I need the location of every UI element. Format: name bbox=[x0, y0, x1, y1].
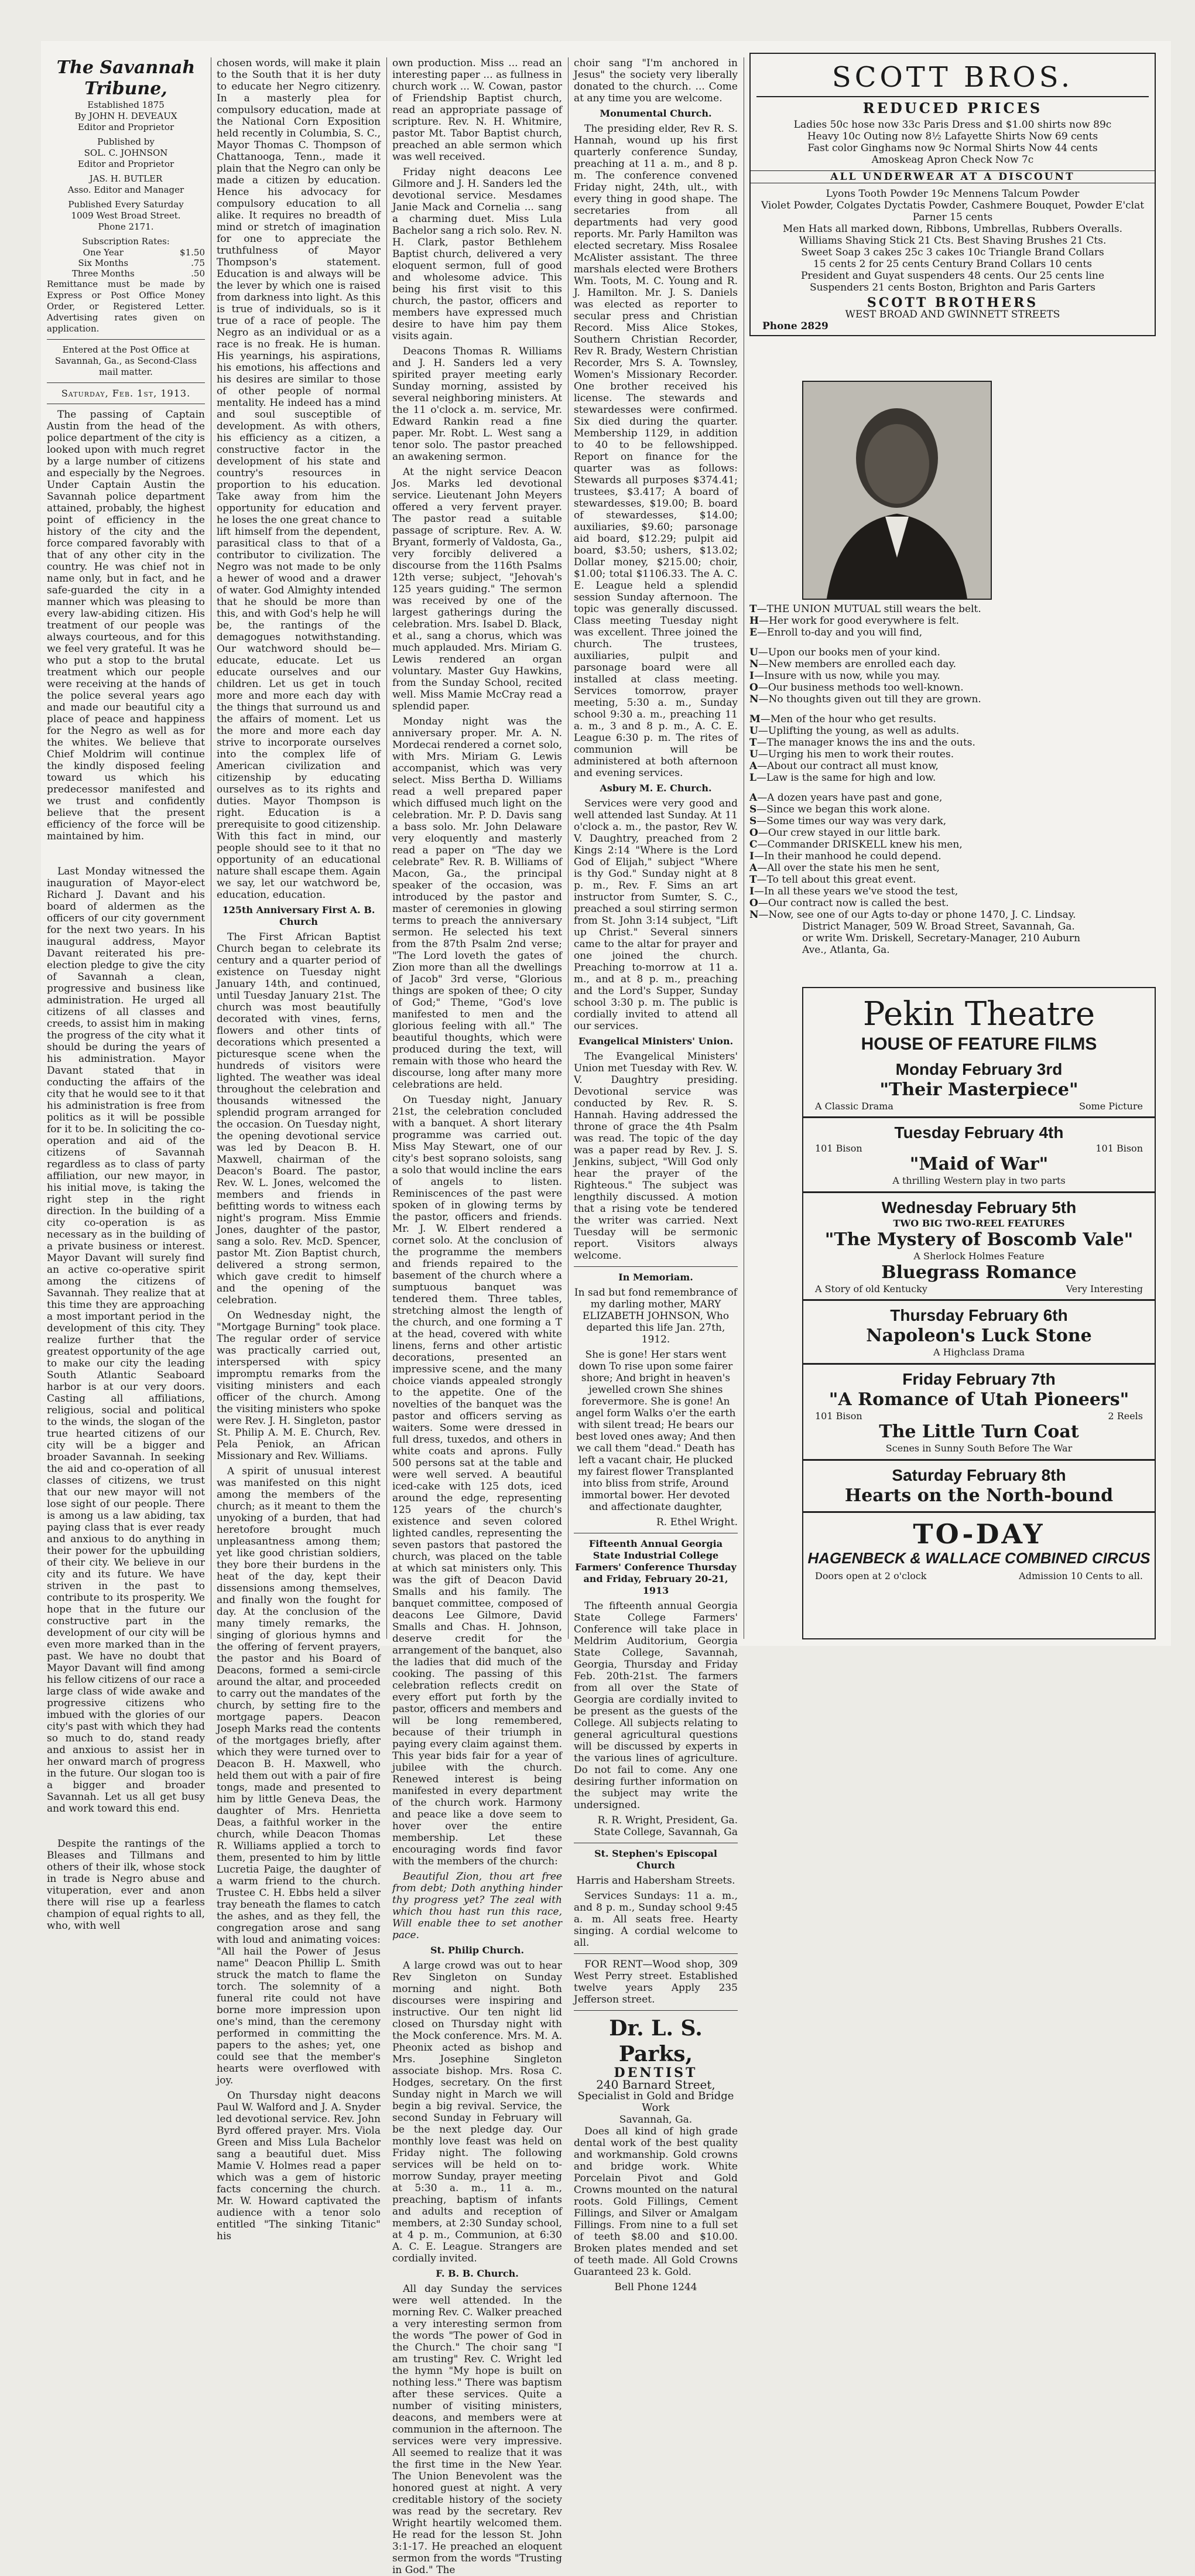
anniversary-p1: The First African Baptist Church began to celebrate its century and a quarter period of existence on Tuesday night January 14th, and continued, until Tuesday January 21st. The church was most beautifully decorated with vines, ferns, flowers and other tints of decorations which presented a picturesque scene when the hundreds of visitors were lighted. The weather was ideal throughout the celebration and thousands witnessed the splendid program arranged for the occasion. On Tuesday night, the opening devotional service was led by Deacon B. H. Maxwell, chairman of the Deacon's Board. The pastor, Rev. W. L. Jones, welcomed the members and friends in befitting words to witness each night's program. Miss Emmie Jones, daughter of the pastor, sang a solo. Rev. McD. Spencer, pastor Mt. Zion Baptist church, delivered a strong sermon, which gave credit to himself and the opening of the celebration. bbox=[217, 931, 381, 1306]
thursday-sub: A Highclass Drama bbox=[933, 1347, 1025, 1358]
divider bbox=[574, 1266, 738, 1267]
anniversary-p2: On Wednesday night, the "Mortgage Burning" took place. The regular order of service was practically carried out, interspersed with spicy impromptu remarks from the visiting ministers and each officer of the church. Among the visiting ministers who spoke were Rev. J. H. Singleton, pastor St. Philip A. M. E. Church, Rev. Pela Peniok, an African Missionary and Rev. Williams. bbox=[217, 1310, 381, 1462]
dentist-body: Does all kind of high grade dental work of the best quality and workmanship. Gold crowns and bridge work. White Porcelain Pivot and Gold Crowns mounted on the natural roots. Gold Fillings, Cement Fillings, and Silver or Amalgam Fillings. From nine to a full set of teeth $8.00 and $10.00. Broken plates mended and set of teeth made. All Gold Crowns Guaranteed 23 k. Gold. bbox=[574, 2126, 738, 2278]
scott-line: Fast color Ginghams now 9c Normal Shirts Now 44 cents bbox=[807, 142, 1098, 154]
acrostic-line: T—THE UNION MUTUAL still wears the belt. bbox=[749, 603, 981, 615]
scott-line: Suspenders 21 cents Boston, Brighton and Paris Garters bbox=[810, 282, 1095, 293]
farmers-signed: R. R. Wright, President, Ga. State College, Savannah, Ga bbox=[594, 1815, 738, 1838]
wednesday-film: "The Mystery of Boscomb Vale" bbox=[824, 1229, 1134, 1250]
headline-memoriam: In Memoriam. bbox=[618, 1272, 693, 1283]
tuesday-sub: A thrilling Western play in two parts bbox=[892, 1175, 1066, 1186]
publisher-role: Editor and Proprietor bbox=[77, 159, 174, 169]
tuesday-film: "Maid of War" bbox=[909, 1154, 1049, 1174]
anniversary-poem: Beautiful Zion, thou art free from debt; Doth anything hinder thy progress yet? The zeal with which thou hast run this race, Will enable thee to set another pace. bbox=[392, 1871, 562, 1941]
divider bbox=[47, 382, 205, 383]
acrostic-tail: District Manager, 509 W. Broad Street, Savannah, Ga. bbox=[802, 921, 1075, 932]
wednesday-sub2: A Sherlock Holmes Feature bbox=[913, 1251, 1045, 1262]
assoc-editor: JAS. H. BUTLER bbox=[89, 173, 163, 184]
evangelical-body: The Evangelical Ministers' Union met Tuesday with Rev. W. V. Daughtry presiding. Devotional service was conducted by Rev. R. S. Hannah. Having addressed the throne of grace the 4th Psalm was read. The topic of the day was a paper read by Rev. J. S. Jenkins, subject, "Will God only hear the prayer of the Righteous." The subject was lengthily discussed. A motion that a rising vote be tendered the writer was carried. Next Tuesday will be sermonic report. Visitors always welcome. bbox=[574, 1051, 738, 1262]
union-mutual-ad bbox=[749, 603, 1153, 956]
admission: Admission 10 Cents to all. bbox=[1019, 1570, 1143, 1581]
wednesday-film2: Bluegrass Romance bbox=[881, 1262, 1077, 1283]
thursday-heading: Thursday February 6th bbox=[890, 1306, 1068, 1324]
scott-line: Violet Powder, Colgates Dyctatis Powder, Cashmere Bouquet, Powder E'clat Parner 15 cents bbox=[761, 200, 1145, 223]
acrostic-line: M—Men of the hour who get results. bbox=[749, 713, 937, 725]
dentist-phone: Bell Phone 1244 bbox=[614, 2281, 697, 2293]
founder-role: Editor and Proprietor bbox=[77, 122, 174, 132]
anniversary-p9: Monday night was the anniversary proper. Mr. A. N. Mordecai rendered a cornet solo, with Mrs. Miriam G. Lewis accompanist, which was very select. Miss Bertha D. Williams read a well prepared paper which diffused much light on the celebration. Mr. P. D. Davis sang a bass solo. Mr. John Delaware very eloquently and masterly read a paper on "The day we celebrate" Rev. R. B. Williams of Macon, Ga., the principal speaker of the occasion, was introduced by the pastor and master of ceremonies in glowing terms to preach the anniversary sermon. He selected his text from the 87th Psalm 2nd verse; "The Lord loveth the gates of Zion more than all the dwellings of Jacob" 3rd verse, "Glorious things are spoken of thee; O city of God;" Theme, "God's love manifested to men and the glorious feeling with all." The beautiful thoughts, which were produced during the text, will remain with those who heard the discourse, long after many more celebrations are held. bbox=[392, 716, 562, 1091]
thursday-film: Napoleon's Luck Stone bbox=[866, 1325, 1092, 1346]
editorial-education: chosen words, will make it plain to the South that it is her duty to educate her Negro citizenry. In a masterly plea for compulsory education, made at the National Corn Exposition held recently in Columbia, S. C., Mayor Thomas C. Thompson of Chattanooga, Tenn., made it plain that the Negro can only be made a citizen by education. Hence his advocacy for compulsory education to all alike. It requires no breadth of mind or stretch of imagination for one to appreciate the truthfulness of Mayor Thompson's statement. Education is and always will be the lever by which one is raised from darkness into light. As this is true of individuals, so is it true of a race of people. The Negro as an individual or as a race is no freak. He is human. His yearnings, his aspirations, his emotions, his affections and his desires are similar to those of other people of normal mentality. He indeed has a mind and soul susceptible of development. As with others, his efficiency as a citizen, a constructive factor in the development of his state and country's resources in proportion to his education. Take away from him the opportunity for education and he loses the one great chance to lift himself from the dependent, parasitical class to that of a contributor to civilization. The Negro was not made to be only a hewer of wood and a drawer of water. God Almighty intended that he should be more than this, and with God's help he will be, the rantings of the demagogues notwithstanding. Our watchword should be—educate, educate. Let us educate ourselves and our children. Let us get in touch more and more each day with the things that surround us and the affairs of moment. Let us the more and more each day strive to incorporate ourselves into the complex life of American civilization and citizenship by educating ourselves as to its rights and duties. Mayor Thompson is right. Education is a prerequisite to good citizenship. With this fact in mind, our people should see to it that no opportunity of an educational nature shall escape them. Again we say, let our watchword be, education, education. bbox=[217, 57, 381, 901]
masthead bbox=[47, 57, 205, 404]
scott-address: WEST BROAD AND GWINNETT STREETS bbox=[845, 309, 1060, 320]
remittance-note: Remittance must be made by Express or Post Office Money Order, or Registered Letter. Advertising rates given on application. bbox=[47, 279, 205, 334]
scott-underwear: ALL UNDERWEAR AT A DISCOUNT bbox=[751, 170, 1155, 183]
friday-studio: 101 Bison bbox=[815, 1410, 862, 1422]
acrostic-line: I—In all these years we've stood the test, bbox=[749, 886, 958, 897]
anniversary-p7: Deacons Thomas R. Williams and J. H. Sanders led a very spirited prayer meeting early Sunday morning, assisted by several neighboring ministers. At the 11 o'clock a. m. service, Mr. Edward Rankin read a fine paper. Mr. Robt. L. West sang a tenor solo. The pastor preached an awakening sermon. bbox=[392, 346, 562, 463]
acrostic-line: U—Uplifting the young, as well as adults. bbox=[749, 725, 960, 737]
dentist-city: Savannah, Ga. bbox=[619, 2114, 693, 2126]
acrostic-line: N—Now, see one of our Agts to-day or phone 1470, J. C. Lindsay. bbox=[749, 909, 1076, 921]
anniversary-p6: Friday night deacons Lee Gilmore and J. H. Sanders led the devotional service. Mesdames Janie Mack and Cornelia ... sang a charming duet. Miss Lula Bachelor sang a rich solo. Rev. N. H. Clark, pastor Bethlehem Baptist church, delivered a very eloquent sermon, full of good and wholesome advice. This being his first visit to this church, the pastor, officers and members have expressed much desire to have him pay them visits again. bbox=[392, 166, 562, 342]
dentist-specialty: Specialist in Gold and Bridge Work bbox=[577, 2090, 734, 2114]
published-by: Published by bbox=[97, 136, 155, 147]
scott-line: Men Hats all marked down, Ribbons, Umbrellas, Rubbers Overalls. bbox=[782, 223, 1123, 235]
farmers-body: The fifteenth annual Georgia State College Farmers' Conference will take place in Meldrim Auditorium, Georgia State College, Savannah, Georgia, Thursday and Friday Feb. 20th-21st. The farmers from all over the State of Georgia are cordially invited to be present as the guests of the College. All subjects relating to general agricultural questions will be discussed by experts in the various lines of agriculture. Do not fail to come. Any one desiring further information on the subject may write the undersigned. bbox=[574, 1600, 738, 1811]
headline-farmers-conference: Fifteenth Annual Georgia State Industrial College Farmers' Conference Thursday and Friday, February 20-21, 1913 bbox=[575, 1538, 737, 1596]
portrait-photo bbox=[802, 381, 992, 600]
acrostic-line: O—Our contract now is called the best. bbox=[749, 897, 949, 909]
divider bbox=[574, 2010, 738, 2011]
column-1 bbox=[47, 57, 205, 1932]
scott-line: Williams Shaving Stick 21 Cts. Best Shaving Brushes 21 Cts. bbox=[799, 235, 1107, 247]
editorial-austin: The passing of Captain Austin from the head of the police department of the city is looked upon with much regret by a large number of citizens and especially by the Negroes. Under Captain Austin the Savannah police department attained, probably, the highest point of efficiency in the history of the city and the force compared favorably with that of any other city in the country. He was chief not in name only, but in fact, and he safe-guarded the city in a manner which was pleasing to every law-abiding citizen. His treatment of our people was always courteous, and for this we feel very grateful. It was he who put a stop to the brutal treatment which our people were receiving at the hands of the police several years ago and made our beautiful city a place of peace and happiness for the Negro as well as for the whites. We believe that Chief Moldrim will continue the kindly disposed feeling toward us which his predecessor manifested and we trust and confidently believe that the present efficiency of the force will be maintained by him. bbox=[47, 409, 205, 842]
memoriam-intro: In sad but fond remembrance of my darling mother, MARY ELIZABETH JOHNSON, Who departed this life Jan. 27th, 1912. bbox=[574, 1287, 738, 1345]
wednesday-genre: A Story of old Kentucky bbox=[815, 1283, 927, 1294]
established: Established 1875 bbox=[87, 100, 165, 110]
monday-note: Some Picture bbox=[1078, 1101, 1143, 1112]
dateline: Saturday, Feb. 1st, 1913. bbox=[61, 388, 191, 399]
acrostic-line: T—To tell about this great event. bbox=[749, 874, 916, 886]
divider bbox=[47, 339, 205, 340]
rate-row: Three Months .50 bbox=[71, 268, 205, 279]
memoriam-signed: R. Ethel Wright. bbox=[656, 1516, 738, 1528]
fbb-body: All day Sunday the services were well attended. In the morning Rev. C. Walker preached a very interesting sermon from the words "The power of God in the Church." The choir sang "I am trusting" Rev. C. Wright led the hymn "My hope is built on nothing less." There was baptism after these services. Quite a number of visiting ministers, deacons, and members were at communion in the afternoon. The services were very impressive. All seemed to realize that it was the first time in the New Year. The Union Benevolent was the honored guest at night. A very creditable history of the society was read by the secretary. Rev Wright heartily welcomed them. He read for the lesson St. John 3:1-17. He preached an eloquent sermon from the words "Trusting in God." The bbox=[392, 2283, 562, 2576]
memoriam-poem: She is gone! Her stars went down To rise upon some fairer shore; And bright in heaven's jewelled crown She shines forevermore. She is gone! An angel form Walks o'er the earth with silent tread; He bears our best loved ones away; And then we call them "dead." Death has left a vacant chair, He plucked my fairest flower Transplanted into bliss from strife, Around immortal bower. Her devoted and affectionate daughter, bbox=[576, 1349, 736, 1513]
column-3 bbox=[392, 57, 562, 2576]
wednesday-sub: TWO BIG TWO-REEL FEATURES bbox=[893, 1218, 1065, 1229]
pekin-title: Pekin Theatre bbox=[862, 995, 1095, 1033]
scott-line: Sweet Soap 3 cakes 25c 3 cakes 10c Triangle Brand Collars bbox=[801, 247, 1104, 258]
acrostic-line: A—About our contract all must know, bbox=[749, 760, 939, 772]
acrostic-line: I—In their manhood he could depend. bbox=[749, 850, 941, 862]
scott-phone: Phone 2829 bbox=[762, 320, 828, 332]
rates-title: Subscription Rates: bbox=[82, 236, 170, 247]
acrostic-line: I—Insure with us now, while you may. bbox=[749, 670, 940, 682]
pekin-theatre-ad bbox=[802, 987, 1156, 1639]
acrostic-line: T—The manager knows the ins and the outs. bbox=[749, 737, 975, 749]
acrostic-line: S—Some times our way was very dark, bbox=[749, 815, 947, 827]
headline-asbury: Asbury M. E. Church. bbox=[600, 783, 712, 794]
newspaper-name: The Savannah Tribune, bbox=[56, 57, 196, 99]
saturday-heading: Saturday February 8th bbox=[892, 1466, 1066, 1484]
acrostic-line: U—Urging his men to work their routes. bbox=[749, 749, 954, 760]
scott-line: President and Guyat suspenders 48 cents. Our 25 cents line bbox=[800, 270, 1105, 282]
acrostic-line: E—Enroll to-day and you will find, bbox=[749, 627, 923, 638]
acrostic-tail: or write Wm. Driskell, Secretary-Manager, 210 Auburn bbox=[802, 932, 1081, 944]
anniversary-p8: At the night service Deacon Jos. Marks led devotional service. Lieutenant John Meyers offered a very fervent prayer. The pastor read a suitable passage of scripture. Rev. A. W. Bryant, formerly of Valdosta, Ga., very forcibly delivered a discourse from the 116th Psalms 12th verse; subject, "Jehovah's 125 years guiding." The sermon was received by one of the largest gatherings during the celebration. Mrs. Isabel D. Black, et al., sang a chorus, which was much applauded. Mrs. Miriam G. Lewis rendered an organ voluntary. Master Guy Hawkins, from the Sunday School, recited well. Miss Mamie McCray read a splendid paper. bbox=[392, 466, 562, 712]
anniversary-p5: own production. Miss ... read an interesting paper ... as fullness in church work ... W. Cowan, pastor of Friendship Baptist church, read an appropriate passage of scripture. Rev. N. H. Whitmire, pastor Mt. Tabor Baptist church, preached an able sermon which was well received. bbox=[392, 57, 562, 163]
acrostic-line: U—Upon our books men of your kind. bbox=[749, 647, 940, 658]
headline-fbb: F. B. B. Church. bbox=[436, 2268, 519, 2279]
friday-reels: 2 Reels bbox=[1108, 1410, 1143, 1422]
scott-line: Ladies 50c hose now 33c Paris Dress and $1.00 shirts now 89c bbox=[793, 119, 1112, 131]
column-2 bbox=[217, 57, 381, 2242]
scott-title: SCOTT BROS. bbox=[831, 61, 1074, 94]
scott-bros-ad bbox=[749, 53, 1156, 336]
scott-reduced: REDUCED PRICES bbox=[862, 100, 1043, 117]
acrostic-line: L—Law is the same for high and low. bbox=[749, 772, 936, 784]
headline-evangelical: Evangelical Ministers' Union. bbox=[578, 1036, 734, 1047]
acrostic-tail: Ave., Atlanta, Ga. bbox=[802, 944, 890, 956]
tuesday-studio-left: 101 Bison bbox=[815, 1143, 862, 1154]
column-rule bbox=[568, 57, 569, 1639]
founder: By JOHN H. DEVEAUX bbox=[74, 111, 177, 121]
dentist-address: 240 Barnard Street, bbox=[596, 2078, 715, 2092]
saturday-film: Hearts on the North-bound bbox=[844, 1485, 1114, 1506]
acrostic-line: O—Our crew stayed in our little bark. bbox=[749, 827, 941, 839]
address: 1009 West Broad Street. bbox=[71, 210, 181, 221]
acrostic-line: S—Since we began this work alone. bbox=[749, 804, 930, 815]
rates-table bbox=[47, 247, 205, 279]
scott-line: Lyons Tooth Powder 19c Mennens Talcum Powder bbox=[826, 188, 1080, 200]
pekin-subtitle: HOUSE OF FEATURE FILMS bbox=[861, 1034, 1097, 1054]
monumental-body: The presiding elder, Rev R. S. Hannah, wound up his first quarterly conference Sunday, preaching at 11 a. m., and 8 p. m. The conference convened Friday night, 24th, ult., with every thing in good shape. The secretaries from all departments had very good reports. Mr. Parly Hamilton was elected secretary. Miss Rosalee McAlister assistant. The three marshals elected were Brothers Wm. Toots, M. C. Young and R. J. Hamilton. Mr. J. S. Daniels was elected as reporter to secular press and Christian Record. Miss Alice Stokes, Southern Christian Recorder, Rev R. Brady, Western Christian Recorder, Mrs S. A. Townsley, Women's Missionary Recorder. One brother received his license. The stewards and stewardesses were confirmed. Six died during the quarter. Membership 1129, in addition to 40 to be fellowshipped. Report on finance for the quarter was as follows: Stewards all purposes $374.41; trustees, $3.417; A board of stewardesses, $19.00; B. board of stewardesses, $14.00; auxiliaries, $9.60; parsonage aid board, $12.29; pulpit aid board, $3.50; ushers, $13.02; Dollar money, $215.00; choir, $1.00; total $1106.33. The A. C. E. League held a splendid session Sunday afternoon. The topic was generally discussed. Class meeting Tuesday night was excellent. Three joined the church. The trustees, auxiliaries, pulpit and parsonage board were all installed at class meeting. Services tomorrow, prayer meeting, 5:30 a. m., Sunday school 9:30 a. m., preaching 11 a. m., 3 and 8 p. m., A. C. E. League 6:30 p. m. The rites of communion will be administered at both afternoon and evening services. bbox=[574, 123, 738, 779]
anniversary-p3: A spirit of unusual interest was manifested on this night among the members of the church; as it meant to them the unyoking of a burden, that had heretofore brought much unpleasantness among them; yet like good christian soldiers, they bore their burdens in the heat of the day, kept their dissensions among themselves, and finally won the fought for day. At the conclusion of the many timely remarks, the singing of glorious hymns and the offering of fervent prayers, the pastor and his Board of Deacons, formed a semi-circle around the altar, and proceeded to carry out the mandates of the church, by setting fire to the mortgage papers. Deacon Joseph Marks read the contents of the mortgages briefly, after which they were turned over to Deacon B. H. Maxwell, who held them out with a pair of fire tongs, made and presented to him by little Geneva Deas, the daughter of Mrs. Henrietta Deas, a faithful worker in the church, while Deacon Thomas R. Williams applied a torch to them, presented to him by little Lucretia Paige, the daughter of a warm friend to the church. Trustee C. H. Ebbs held a silver tray beneath the flames to catch the ashes, and as they fell, the congregation arose and sang with loud and animating voices: "All hail the Power of Jesus name" Deacon Phillip L. Smith struck the match to flame the torch. The solemnity of a funeral rite could not have borne more impression upon one's mind, than the ceremony performed in committing the papers to the ashes; yet, one could see that the member's hearts were overflowed with joy. bbox=[217, 1465, 381, 2086]
doors-open: Doors open at 2 o'clock bbox=[815, 1570, 927, 1581]
divider bbox=[756, 96, 1149, 97]
phone: Phone 2171. bbox=[98, 221, 154, 232]
scott-line: Amoskeag Apron Check Now 7c bbox=[871, 154, 1034, 166]
circus-title: HAGENBECK & WALLACE COMBINED CIRCUS bbox=[807, 1549, 1151, 1567]
portrait-figure bbox=[803, 382, 991, 599]
column-rule bbox=[386, 57, 387, 1639]
wednesday-heading: Wednesday February 5th bbox=[881, 1198, 1077, 1217]
tuesday-studio-right: 101 Bison bbox=[1095, 1143, 1143, 1154]
headline-st-stephens: St. Stephen's Episcopal Church bbox=[594, 1848, 717, 1871]
divider bbox=[574, 1953, 738, 1954]
monday-heading: Monday February 3rd bbox=[895, 1060, 1063, 1078]
acrostic-line: A—A dozen years have past and gone, bbox=[749, 792, 943, 804]
newspaper-page bbox=[41, 41, 1171, 2576]
assoc-role: Asso. Editor and Manager bbox=[67, 185, 184, 195]
headline-st-philip: St. Philip Church. bbox=[430, 1945, 525, 1956]
st-stephens-sub: Harris and Habersham Streets. bbox=[576, 1875, 735, 1887]
friday-film: "A Romance of Utah Pioneers" bbox=[828, 1389, 1129, 1410]
friday-heading: Friday February 7th bbox=[902, 1370, 1056, 1388]
friday-sub: Scenes in Sunny South Before The War bbox=[885, 1443, 1073, 1454]
headline-anniversary: 125th Anniversary First A. B. Church bbox=[222, 904, 375, 927]
column-4 bbox=[574, 57, 738, 2293]
rate-row: Six Months .75 bbox=[78, 258, 205, 268]
monday-genre: A Classic Drama bbox=[815, 1101, 893, 1112]
headline-monumental: Monumental Church. bbox=[600, 108, 712, 119]
asbury-body: Services were very good and well attended last Sunday. At 11 o'clock a. m., the pastor, Rev W. V. Daughtry, preached from 2 Kings 2:14 "Where is the Lord God of Elijah," subject "Where is thy God." Sunday night at 8 p. m., Rev. F. Sims an art instructor from Sumter, S. C., preached a soul stirring sermon from St. John 3:14 subject, "Lift up Christ." Several sinners came to the altar for prayer and one joined the church. Preaching to-morrow at 11 a. m., and at 8 p. m., preaching and the Lord's Supper, Sunday school 3:30 p. m. The public is cordially invited to attend all our services. bbox=[574, 798, 738, 1032]
anniversary-p4: On Thursday night deacons Paul W. Walford and J. A. Snyder led devotional service. Rev. John Byrd offered prayer. Mrs. Viola Green and Miss Lula Bachelor sang a beautiful duet. Miss Mamie V. Holmes read a paper which was a gem of historic facts concerning the church. Mr. W. Howard captivated the audience with a tenor solo entitled "The sinking Titanic" his bbox=[217, 2090, 381, 2242]
st-philip-body: A large crowd was out to hear Rev Singleton on Sunday morning and night. Both discourses were inspiring and instructive. Our ten night lid closed on Thursday night with the Mock conference. Mrs. M. A. Pheonix acted as bishop and Mrs. Josephine Singleton associate bishop. Mrs. Rosa C. Hodges, secretary. On the first Sunday night in March we will begin a big revival. Service, the second Sunday in February will be the next pledge day. Our monthly love feast was held on Friday night. The following services will be held on to-morrow Sunday, prayer meeting at 5:30 a. m., 11 a. m., preaching, baptism of infants and adults and reception of members, at 2:30 Sunday school, at 4 p. m., Communion, at 6:30 A. C. E. League. Strangers are cordially invited. bbox=[392, 1960, 562, 2264]
editorial-bleases: Despite the rantings of the Bleases and Tillmans and others of their ilk, whose stock in trade is Negro abuse and vituperation, ever and anon there will rise up a fearless champion of equal rights to all, who, with well bbox=[47, 1838, 205, 1932]
rate-row: One Year $1.50 bbox=[83, 247, 205, 258]
acrostic-line: N—New members are enrolled each day. bbox=[749, 658, 957, 670]
monday-film: "Their Masterpiece" bbox=[879, 1079, 1078, 1100]
dentist-name: Dr. L. S. Parks, bbox=[609, 2016, 703, 2066]
scott-footer: SCOTT BROTHERS bbox=[867, 295, 1039, 310]
fbb-continued: choir sang "I'm anchored in Jesus" the society very liberally donated to the church. ... Come at any time you are welcome. bbox=[574, 57, 738, 104]
editorial-davant: Last Monday witnessed the inauguration of Mayor-elect Richard J. Davant and his board of aldermen as the officers of our city government for the next two years. In his inaugural address, Mayor Davant reiterated his pre-election pledge to give the city of Savannah a clean, progressive and business like administration. He urged all citizens of all classes and creeds, to assist him in making the progress of the city what it should be during the years of his administration. Mayor Davant stated that in conducting the affairs of the city that he would see to it that his administration is free from politics as it will be possible for it to be. In soliciting the co-operation and aid of the citizens of Savannah regardless as to class of party affiliation, our new mayor, in his initial move, is taking the right step in the right direction. In the building of a city co-operation is as necessary as in the building of a private business or interest. Mayor Davant will surely find an active co-operative spirit among the citizens of Savannah. They realize that at this time they are approaching a most important period in the development of this city. They realize further that the greatest opportunity of the age to make our city the leading South Atlantic Seaboard harbor is at our very doors. Casting all affiliations, religious, social and political to the winds, the slogan of the true hearted citizens of our city will be a bigger and broader Savannah. In seeking the aid and co-operation of all classes of citizens, we trust that our new mayor will not lose sight of our people. There is among us a law abiding, tax paying class that is ever ready and anxious to do anything in their power for the upbuilding of their city. We believe in our city and its future. We have striven in the past to contribute to its prosperity. We hope that in the future our constructive part in the development of our city will be even more marked than in the past. We have no doubt that Mayor Davant will find among his fellow citizens of our race a large class of wide awake and progressive citizens who imbued with the glories of our city's past with which they had so much to do, stand ready and anxious to assist her in her onward march of progress in the future. Our slogan too is a bigger and broader Savannah. Let us all get busy and work toward this end. bbox=[47, 866, 205, 1815]
today-heading: TO-DAY bbox=[913, 1518, 1045, 1550]
scott-line: 15 cents 2 for 25 cents Century Brand Collars 10 cents bbox=[813, 258, 1092, 270]
st-stephens-body: Services Sundays: 11 a. m., and 8 p. m., Sunday school 9:45 a. m. All seats free. Hearty singing. A cordial welcome to all. bbox=[574, 1890, 738, 1949]
publisher: SOL. C. JOHNSON bbox=[84, 148, 168, 158]
scott-line: Heavy 10c Outing now 8½ Lafayette Shirts Now 69 cents bbox=[807, 131, 1098, 142]
acrostic-line: C—Commander DRISKELL knew his men, bbox=[749, 839, 963, 850]
acrostic-line: N—No thoughts given out till they are grown. bbox=[749, 693, 981, 705]
wednesday-note: Very Interesting bbox=[1066, 1283, 1143, 1294]
acrostic-line: O—Our business methods too well-known. bbox=[749, 682, 964, 693]
anniversary-p10: On Tuesday night, January 21st, the celebration concluded with a banquet. A short literary programme was carried out. Miss May Stewart, one of our city's best soprano soloists, sang a solo that would incline the ears of angels to listen. Reminiscences of the past were spoken of in glowing terms by the pastor, officers and friends. Mr. J. W. Elbert rendered a cornet solo. At the conclusion of the programme the members and friends repaired to the basement of the church where a sumptuous banquet was tendered them. Three tables, stretching almost the length of the church, and one forming a T at the head, covered with white linens, ferns and other artistic decorations, presented an impressive scene, and the many choice viands appealed strongly to the appetite. One of the novelties of the banquet was the pastor and officers serving as waiters. Some were dressed in full dress, tuxedos, and others in white coats and aprons. Fully 500 persons sat at the table and were well served. A beautiful iced-cake with 125 dots, iced around the edge, representing 125 years of the church's existence and seven colored lighted candles, representing the seven pastors that pastored the church, was placed on the table at which sat ministers only. This was the gift of Deacon David Smalls and his family. The banquet committee, composed of deacons Lee Gilmore, David Smalls and Chas. H. Johnson, deserve credit for the arrangement of the banquet, also the ladies that did much of the cooking. The passing of this celebration reflects credit on every effort put forth by the pastor, officers and members and will be long remembered, because of their triumph in paying every claim against them. This year bids fair for a year of jubilee with the church. Renewed interest is being manifested in every department of the church work. Harmony and peace like a dove seem to hover over the entire membership. Let these encouraging words find favor with the members of the church: bbox=[392, 1094, 562, 1867]
published-every: Published Every Saturday bbox=[68, 199, 184, 210]
dentist-title: DENTIST bbox=[614, 2065, 698, 2080]
acrostic-line: A—All over the state his men he sent, bbox=[749, 862, 940, 874]
acrostic-line: H—Her work for good everywhere is felt. bbox=[749, 615, 959, 627]
for-rent-ad: FOR RENT—Wood shop, 309 West Perry street. Established twelve years Apply 235 Jefferson street. bbox=[574, 1959, 738, 2006]
friday-film2: The Little Turn Coat bbox=[879, 1422, 1079, 1442]
tuesday-heading: Tuesday February 4th bbox=[894, 1123, 1064, 1142]
entered-note: Entered at the Post Office at Savannah, Ga., as Second-Class mail matter. bbox=[54, 344, 197, 377]
